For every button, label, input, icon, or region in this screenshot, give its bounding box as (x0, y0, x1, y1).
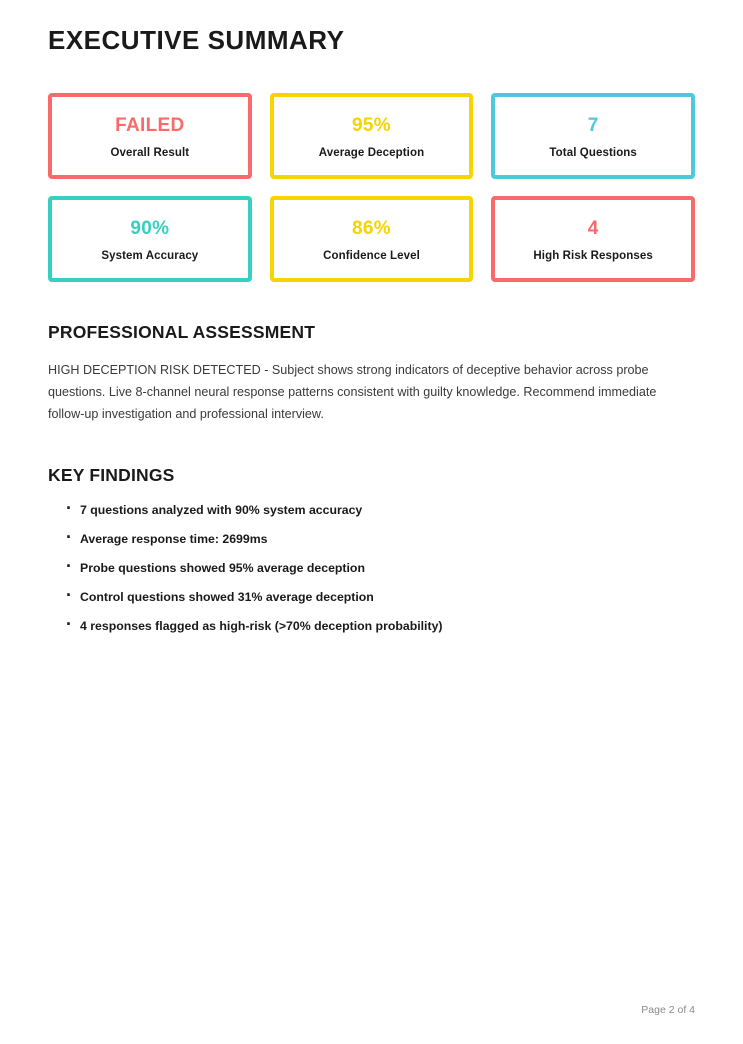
list-item: · Average response time: 2699ms (66, 531, 695, 548)
metric-label: Confidence Level (323, 249, 420, 262)
metric-value: 7 (587, 114, 599, 136)
metric-label: Average Deception (318, 146, 425, 159)
metric-label: Total Questions (549, 146, 637, 159)
metric-card-average-deception (270, 93, 474, 179)
metric-value: 90% (130, 217, 170, 239)
findings-heading: KEY FINDINGS (48, 465, 175, 485)
metric-card-system-accuracy (48, 196, 252, 282)
metric-label: High Risk Responses (533, 249, 653, 262)
metric-value: 86% (352, 217, 391, 239)
professional-assessment-section (48, 322, 695, 425)
list-item: · 4 responses flagged as high-risk (>70% deception probability) (66, 618, 695, 635)
list-item: · 7 questions analyzed with 90% system accuracy (66, 502, 695, 519)
findings-list (48, 502, 695, 635)
metric-value: 95% (352, 114, 391, 136)
metric-value: FAILED (115, 114, 185, 136)
key-findings-section (48, 465, 695, 635)
metric-card-grid (48, 93, 695, 282)
assessment-heading: PROFESSIONAL ASSESSMENT (48, 322, 316, 342)
page-title: EXECUTIVE SUMMARY (48, 25, 345, 55)
metric-label: Overall Result (110, 146, 190, 159)
assessment-body: HIGH DECEPTION RISK DETECTED - Subject shows strong indicators of deceptive behavior across probe questions. Live 8-channel neural response patterns consistent with guilty knowledge. Recommend immediate follow-up investigation and professional interview. (48, 363, 657, 421)
metric-value: 4 (587, 217, 599, 239)
list-item: · Probe questions showed 95% average deception (66, 560, 695, 577)
metric-label: System Accuracy (101, 249, 199, 262)
page-footer: Page 2 of 4 (641, 1004, 695, 1016)
metric-card-total-questions (491, 93, 695, 179)
metric-card-confidence-level (270, 196, 474, 282)
metric-card-overall-result (48, 93, 252, 179)
list-item: · Control questions showed 31% average deception (66, 589, 695, 606)
metric-card-high-risk-responses (491, 196, 695, 282)
